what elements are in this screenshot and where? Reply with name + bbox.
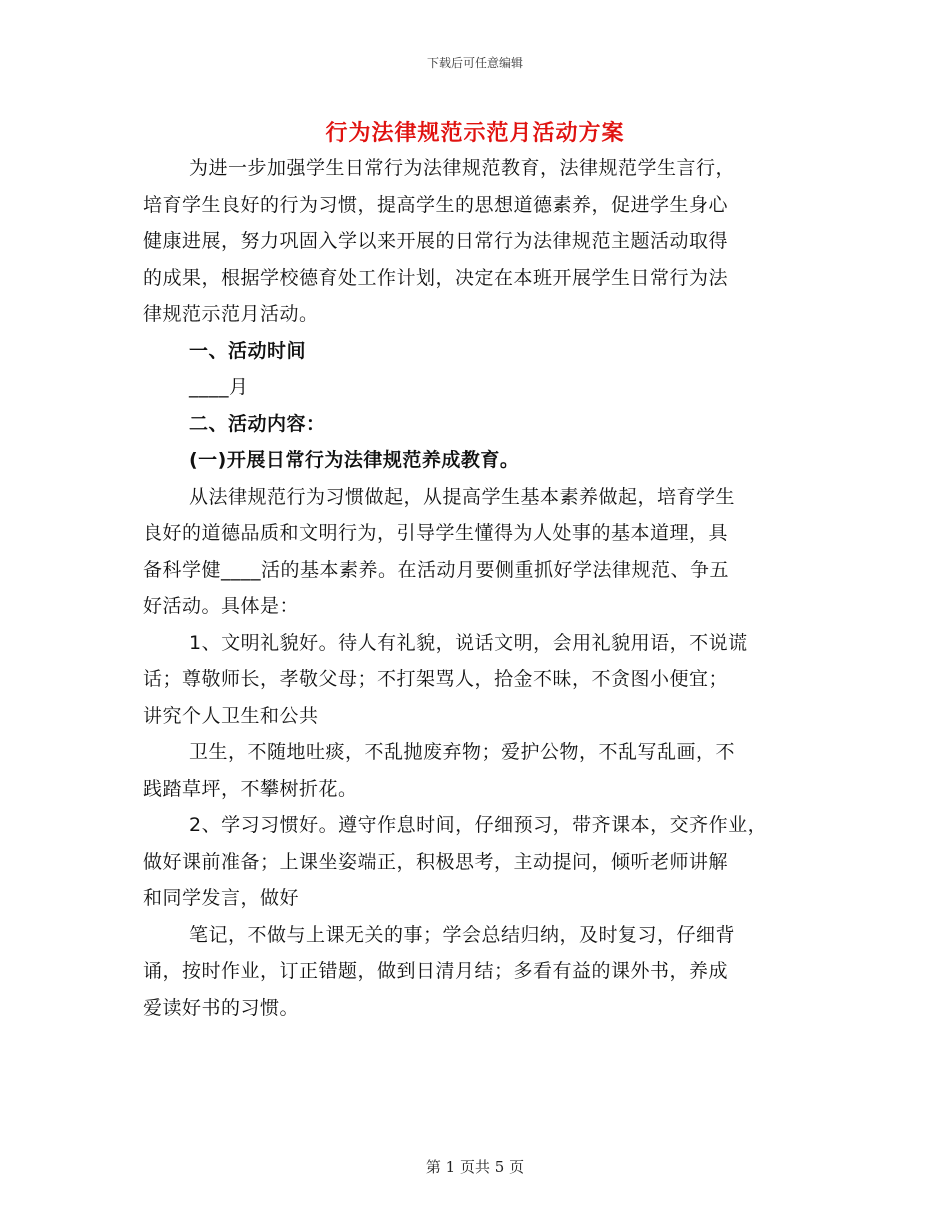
body-text-line: 爱读好书的习惯。 — [143, 996, 300, 1019]
body-text-line: 培育学生良好的行为习惯，提高学生的思想道德素养，促进学生身心 — [143, 193, 729, 216]
document-body — [143, 150, 823, 1026]
page-footer: 第 1 页共 5 页 — [425, 1158, 525, 1176]
body-text-line: 诵，按时作业，订正错题，做到日清月结；多看有益的课外书，养成 — [143, 960, 729, 982]
body-text-line: 2、学习习惯好。遵守作息时间，仔细预习，带齐课本，交齐作业， — [189, 814, 768, 836]
section-heading: 一、活动时间 — [189, 339, 307, 362]
body-text-line: 卫生，不随地吐痰，不乱抛废弃物；爱护公物，不乱写乱画，不 — [189, 741, 736, 763]
body-text-line: 健康进展，努力巩固入学以来开展的日常行为法律规范主题活动取得 — [143, 230, 729, 252]
page-header: 下载后可任意编辑 — [426, 56, 523, 70]
body-text-line: 笔记，不做与上课无关的事；学会总结归纳，及时复习，仔细背 — [189, 923, 736, 946]
section-heading: (一)开展日常行为法律规范养成教育。 — [189, 449, 520, 471]
body-text-line: 良好的道德品质和文明行为，引导学生懂得为人处事的基本道理，具 — [143, 522, 729, 544]
body-text-line: 好活动。具体是： — [143, 595, 300, 617]
body-text-line: 践踏草坪，不攀树折花。 — [143, 777, 358, 800]
body-text-line: 和同学发言，做好 — [143, 887, 300, 909]
body-text-line: 做好课前准备；上课坐姿端正，积极思考，主动提问，倾听老师讲解 — [143, 850, 729, 873]
body-text-line: ____月 — [189, 376, 249, 398]
body-text-line: 1、文明礼貌好。待人有礼貌，说话文明，会用礼貌用语，不说谎 — [189, 631, 748, 654]
body-text-line: 讲究个人卫生和公共 — [143, 704, 319, 727]
body-text-line: 律规范示范月活动。 — [143, 303, 319, 325]
body-text-line: 备科学健____活的基本素养。在活动月要侧重抓好学法律规范、争五 — [143, 558, 730, 581]
section-heading: 二、活动内容： — [189, 412, 326, 435]
body-text-line: 话；尊敬师长，孝敬父母；不打架骂人，拾金不昧，不贪图小便宜； — [143, 668, 729, 690]
document-title: 行为法律规范示范月活动方案 — [325, 121, 625, 146]
body-text-line: 从法律规范行为习惯做起，从提高学生基本素养做起，培育学生 — [189, 485, 736, 508]
body-text-line: 的成果，根据学校德育处工作计划，决定在本班开展学生日常行为法 — [143, 266, 729, 289]
body-text-line: 为进一步加强学生日常行为法律规范教育，法律规范学生言行， — [189, 157, 736, 179]
